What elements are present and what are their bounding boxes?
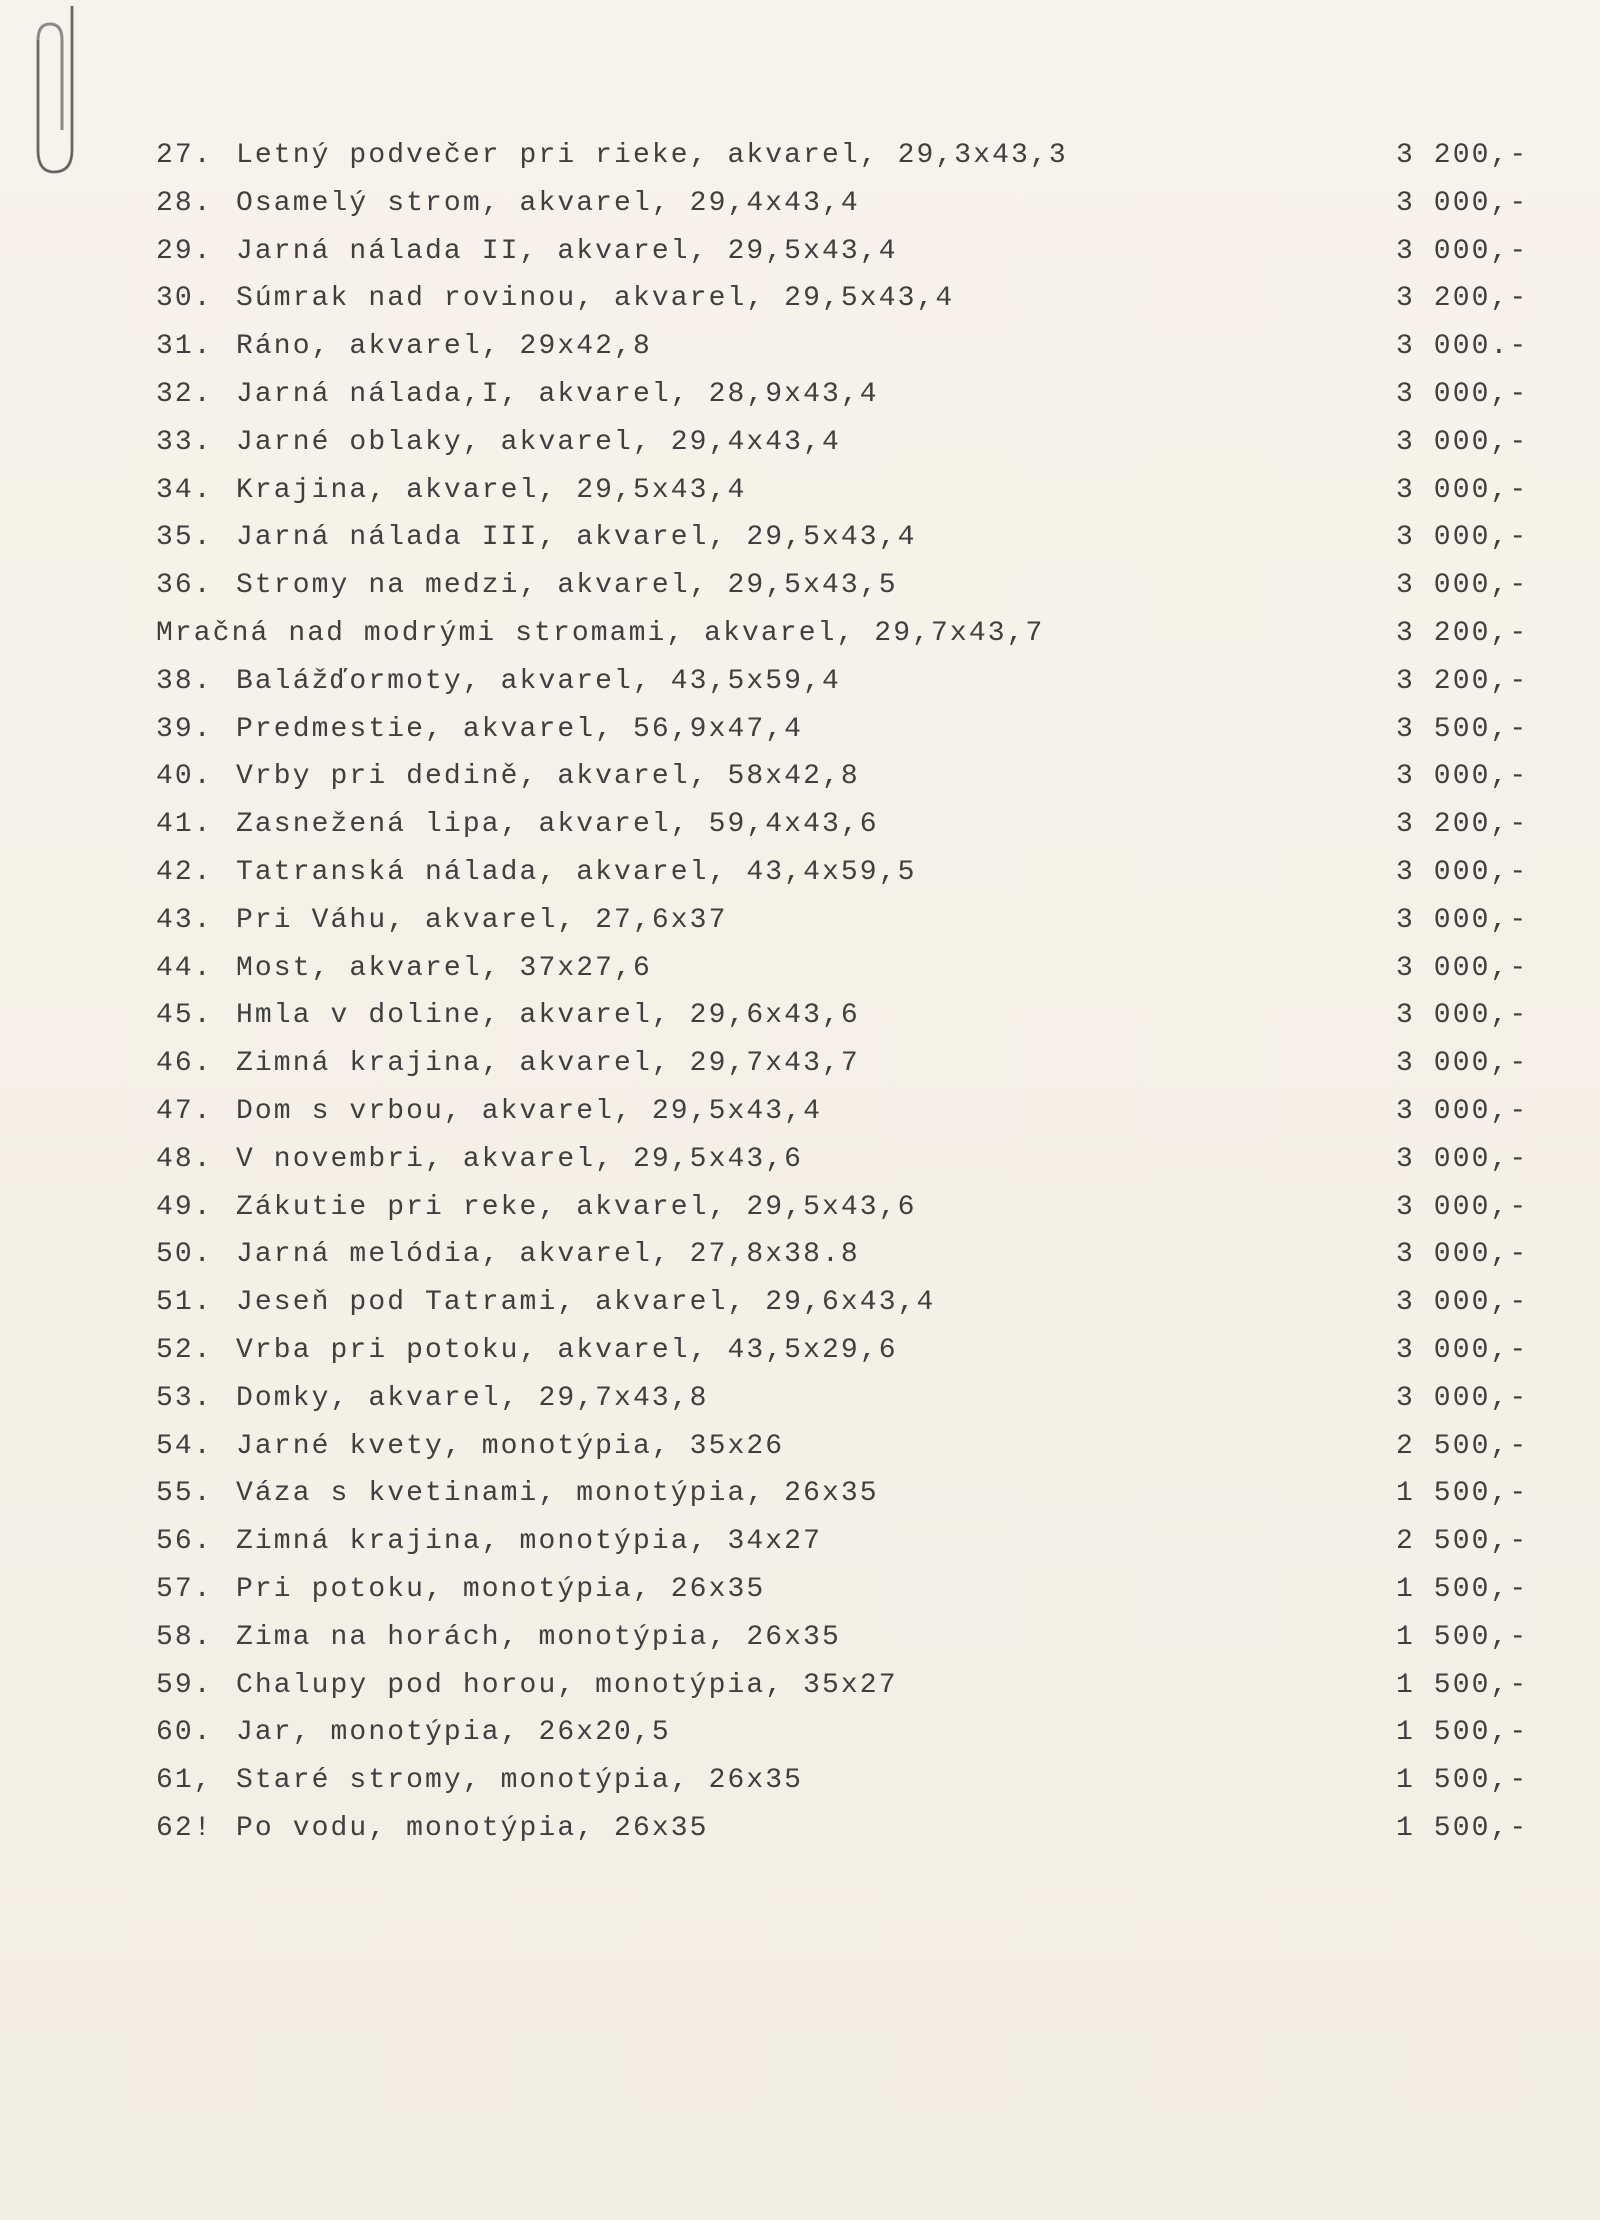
artwork-entry bbox=[156, 1805, 709, 1853]
item-number: 35. bbox=[156, 522, 213, 554]
item-number: 28. bbox=[156, 187, 213, 219]
item-number: 42. bbox=[156, 856, 213, 888]
list-item bbox=[0, 658, 1600, 706]
list-item bbox=[0, 1040, 1600, 1088]
artwork-entry bbox=[156, 1088, 822, 1136]
item-price: 3 000,- bbox=[1396, 1143, 1529, 1175]
artwork-entry bbox=[156, 1423, 784, 1471]
artwork-entry bbox=[156, 1040, 860, 1088]
artwork-entry bbox=[156, 514, 917, 562]
item-number: 53. bbox=[156, 1382, 213, 1414]
item-price: 3 000,- bbox=[1396, 1191, 1529, 1223]
item-number: 43. bbox=[156, 904, 213, 936]
item-price: 3 000,- bbox=[1396, 1239, 1529, 1271]
item-number: 58. bbox=[156, 1621, 213, 1653]
item-price: 3 000,- bbox=[1396, 378, 1529, 410]
item-number: 48. bbox=[156, 1143, 213, 1175]
item-description: Pri Váhu, akvarel, 27,6x37 bbox=[236, 904, 728, 936]
item-price: 3 000,- bbox=[1396, 1287, 1529, 1319]
item-description: Zimná krajina, monotýpia, 34x27 bbox=[236, 1526, 822, 1558]
item-description: Vrby pri dedině, akvarel, 58x42,8 bbox=[236, 761, 860, 793]
item-description: Váza s kvetinami, monotýpia, 26x35 bbox=[236, 1478, 879, 1510]
item-number: 27. bbox=[156, 140, 213, 171]
list-item bbox=[0, 562, 1600, 610]
artwork-entry bbox=[156, 1231, 860, 1279]
item-number: 31. bbox=[156, 331, 213, 363]
item-description: Jar, monotýpia, 26x20,5 bbox=[236, 1717, 671, 1749]
item-price: 3 000,- bbox=[1396, 1000, 1529, 1032]
artwork-entry bbox=[156, 1375, 709, 1423]
item-price: 3 000,- bbox=[1396, 856, 1529, 888]
list-item bbox=[0, 1566, 1600, 1614]
item-price: 2 500,- bbox=[1396, 1526, 1529, 1558]
item-price: 3 000,- bbox=[1396, 187, 1529, 219]
item-description: Osamelý strom, akvarel, 29,4x43,4 bbox=[236, 187, 860, 219]
item-number: 54. bbox=[156, 1430, 213, 1462]
item-price: 3 000,- bbox=[1396, 426, 1529, 458]
list-item bbox=[0, 610, 1600, 658]
artwork-entry bbox=[156, 1709, 671, 1757]
item-description: Chalupy pod horou, monotýpia, 35x27 bbox=[236, 1669, 898, 1701]
item-number: 38. bbox=[156, 665, 213, 697]
item-number: 47. bbox=[156, 1095, 213, 1127]
item-price: 3 000,- bbox=[1396, 1095, 1529, 1127]
list-item bbox=[0, 180, 1600, 228]
item-price: 3 200,- bbox=[1396, 809, 1529, 841]
list-item bbox=[0, 706, 1600, 754]
item-number: 55. bbox=[156, 1478, 213, 1510]
list-item bbox=[0, 1805, 1600, 1853]
item-description: Súmrak nad rovinou, akvarel, 29,5x43,4 bbox=[236, 283, 955, 315]
item-number: 61, bbox=[156, 1765, 213, 1797]
artwork-entry bbox=[156, 897, 727, 945]
item-price: 3 000,- bbox=[1396, 522, 1529, 554]
list-item bbox=[0, 801, 1600, 849]
list-item bbox=[0, 467, 1600, 515]
item-description: Zimná krajina, akvarel, 29,7x43,7 bbox=[236, 1048, 860, 1080]
list-item bbox=[0, 514, 1600, 562]
list-item bbox=[0, 849, 1600, 897]
artwork-entry bbox=[156, 1757, 803, 1805]
item-description: Zákutie pri reke, akvarel, 29,5x43,6 bbox=[236, 1191, 917, 1223]
item-price: 1 500,- bbox=[1396, 1765, 1529, 1797]
artwork-entry bbox=[156, 1327, 898, 1375]
item-price: 3 000,- bbox=[1396, 570, 1529, 602]
item-price: 3 200,- bbox=[1396, 283, 1529, 315]
item-number: 29. bbox=[156, 235, 213, 267]
item-description: Hmla v doline, akvarel, 29,6x43,6 bbox=[236, 1000, 860, 1032]
item-number: 52. bbox=[156, 1334, 213, 1366]
artwork-entry bbox=[156, 1662, 898, 1710]
list-item bbox=[0, 228, 1600, 276]
item-number: 46. bbox=[156, 1048, 213, 1080]
item-number: 50. bbox=[156, 1239, 213, 1271]
item-description: Ráno, akvarel, 29x42,8 bbox=[236, 331, 652, 363]
item-price: 2 500,- bbox=[1396, 1430, 1529, 1462]
artwork-entry bbox=[156, 992, 860, 1040]
item-description: Stromy na medzi, akvarel, 29,5x43,5 bbox=[236, 570, 898, 602]
list-item bbox=[0, 753, 1600, 801]
artwork-entry bbox=[156, 132, 1068, 180]
item-description: Mračná nad modrými stromami, akvarel, 29,7x43,7 bbox=[156, 617, 1045, 649]
item-price: 3 000,- bbox=[1396, 1334, 1529, 1366]
artwork-entry bbox=[156, 419, 841, 467]
item-price: 3 200,- bbox=[1396, 665, 1529, 697]
artwork-entry bbox=[156, 1279, 935, 1327]
item-number: 40. bbox=[156, 761, 213, 793]
item-price: 3 500,- bbox=[1396, 713, 1529, 745]
item-price: 1 500,- bbox=[1396, 1621, 1529, 1653]
artwork-list bbox=[0, 132, 1600, 1853]
artwork-entry bbox=[156, 658, 841, 706]
item-description: Staré stromy, monotýpia, 26x35 bbox=[236, 1765, 804, 1797]
item-price: 3 000,- bbox=[1396, 904, 1529, 936]
item-number: 41. bbox=[156, 809, 213, 841]
item-description: Po vodu, monotýpia, 26x35 bbox=[236, 1812, 709, 1844]
item-description: Pri potoku, monotýpia, 26x35 bbox=[236, 1573, 766, 1605]
list-item bbox=[0, 1136, 1600, 1184]
item-price: 3 000,- bbox=[1396, 235, 1529, 267]
list-item bbox=[0, 1518, 1600, 1566]
item-price: 1 500,- bbox=[1396, 1478, 1529, 1510]
artwork-entry bbox=[156, 610, 1044, 658]
list-item bbox=[0, 1184, 1600, 1232]
item-price: 1 500,- bbox=[1396, 1573, 1529, 1605]
item-number: 56. bbox=[156, 1526, 213, 1558]
artwork-entry bbox=[156, 1518, 822, 1566]
list-item bbox=[0, 1470, 1600, 1518]
list-item bbox=[0, 1088, 1600, 1136]
item-description: Jarná nálada,I, akvarel, 28,9x43,4 bbox=[236, 378, 879, 410]
list-item bbox=[0, 1231, 1600, 1279]
list-item bbox=[0, 419, 1600, 467]
item-price: 3 000,- bbox=[1396, 952, 1529, 984]
item-number: 44. bbox=[156, 952, 213, 984]
list-item bbox=[0, 132, 1600, 180]
artwork-entry bbox=[156, 562, 898, 610]
item-price: 1 500,- bbox=[1396, 1669, 1529, 1701]
item-description: Dom s vrbou, akvarel, 29,5x43,4 bbox=[236, 1095, 822, 1127]
item-number: 59. bbox=[156, 1669, 213, 1701]
item-price: 1 500,- bbox=[1396, 1717, 1529, 1749]
item-description: Tatranská nálada, akvarel, 43,4x59,5 bbox=[236, 856, 917, 888]
list-item bbox=[0, 1614, 1600, 1662]
item-number: 62! bbox=[156, 1812, 213, 1844]
item-number: 60. bbox=[156, 1717, 213, 1749]
artwork-entry bbox=[156, 323, 652, 371]
artwork-entry bbox=[156, 706, 803, 754]
item-price: 1 500,- bbox=[1396, 1812, 1529, 1844]
item-number: 45. bbox=[156, 1000, 213, 1032]
item-description: Most, akvarel, 37x27,6 bbox=[236, 952, 652, 984]
list-item bbox=[0, 1662, 1600, 1710]
item-number: 30. bbox=[156, 283, 213, 315]
item-number: 49. bbox=[156, 1191, 213, 1223]
artwork-entry bbox=[156, 1136, 803, 1184]
artwork-entry bbox=[156, 1184, 917, 1232]
list-item bbox=[0, 371, 1600, 419]
item-number: 57. bbox=[156, 1573, 213, 1605]
item-price: 3 000,- bbox=[1396, 1048, 1529, 1080]
item-number: 33. bbox=[156, 426, 213, 458]
item-description: Vrba pri potoku, akvarel, 43,5x29,6 bbox=[236, 1334, 898, 1366]
item-description: Jarná nálada III, akvarel, 29,5x43,4 bbox=[236, 522, 917, 554]
item-description: Krajina, akvarel, 29,5x43,4 bbox=[236, 474, 747, 506]
item-description: Jarná nálada II, akvarel, 29,5x43,4 bbox=[236, 235, 898, 267]
item-description: Jarná melódia, akvarel, 27,8x38.8 bbox=[236, 1239, 860, 1271]
item-price: 3 200,- bbox=[1396, 617, 1529, 649]
item-price: 3 200,- bbox=[1396, 140, 1529, 171]
artwork-entry bbox=[156, 1614, 841, 1662]
artwork-entry bbox=[156, 753, 860, 801]
item-description: Letný podvečer pri rieke, akvarel, 29,3x43,3 bbox=[236, 140, 1068, 171]
artwork-entry bbox=[156, 801, 879, 849]
artwork-entry bbox=[156, 1470, 879, 1518]
item-description: V novembri, akvarel, 29,5x43,6 bbox=[236, 1143, 804, 1175]
item-price: 3 000.- bbox=[1396, 331, 1529, 363]
artwork-entry bbox=[156, 371, 879, 419]
item-description: Jarné oblaky, akvarel, 29,4x43,4 bbox=[236, 426, 841, 458]
item-price: 3 000,- bbox=[1396, 761, 1529, 793]
item-number: 39. bbox=[156, 713, 213, 745]
item-description: Domky, akvarel, 29,7x43,8 bbox=[236, 1382, 709, 1414]
item-number: 34. bbox=[156, 474, 213, 506]
list-item bbox=[0, 1709, 1600, 1757]
item-description: Jeseň pod Tatrami, akvarel, 29,6x43,4 bbox=[236, 1287, 936, 1319]
item-description: Zasnežená lipa, akvarel, 59,4x43,6 bbox=[236, 809, 879, 841]
item-description: Zima na horách, monotýpia, 26x35 bbox=[236, 1621, 841, 1653]
list-item bbox=[0, 1327, 1600, 1375]
item-price: 3 000,- bbox=[1396, 474, 1529, 506]
list-item bbox=[0, 992, 1600, 1040]
list-item bbox=[0, 1279, 1600, 1327]
list-item bbox=[0, 945, 1600, 993]
artwork-entry bbox=[156, 467, 746, 515]
item-number: 51. bbox=[156, 1287, 213, 1319]
list-item bbox=[0, 1375, 1600, 1423]
list-item bbox=[0, 1423, 1600, 1471]
list-item bbox=[0, 275, 1600, 323]
item-price: 3 000,- bbox=[1396, 1382, 1529, 1414]
artwork-entry bbox=[156, 849, 917, 897]
list-item bbox=[0, 323, 1600, 371]
item-number: 36. bbox=[156, 570, 213, 602]
item-description: Balážďormoty, akvarel, 43,5x59,4 bbox=[236, 665, 841, 697]
list-item bbox=[0, 1757, 1600, 1805]
artwork-entry bbox=[156, 228, 898, 276]
item-description: Predmestie, akvarel, 56,9x47,4 bbox=[236, 713, 804, 745]
artwork-entry bbox=[156, 275, 954, 323]
item-description: Jarné kvety, monotýpia, 35x26 bbox=[236, 1430, 785, 1462]
artwork-entry bbox=[156, 945, 652, 993]
artwork-entry bbox=[156, 1566, 765, 1614]
list-item bbox=[0, 897, 1600, 945]
item-number: 32. bbox=[156, 378, 213, 410]
artwork-entry bbox=[156, 180, 860, 228]
